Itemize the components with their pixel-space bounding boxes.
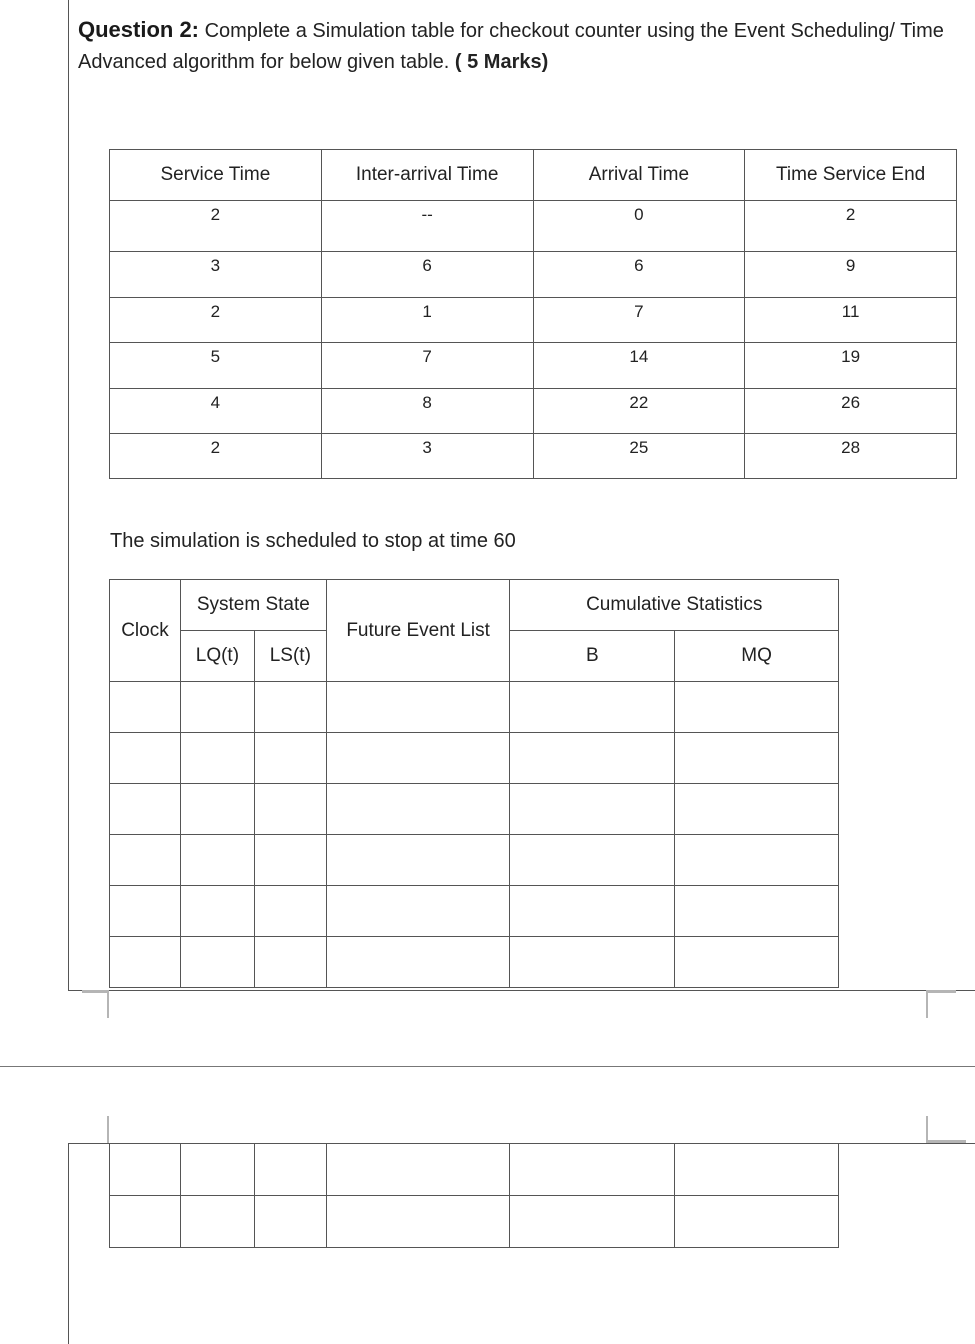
empty-cell[interactable] [110, 784, 181, 835]
header-inter-arrival-time: Inter-arrival Time [321, 150, 533, 201]
empty-cell[interactable] [110, 886, 181, 937]
empty-cell[interactable] [326, 784, 510, 835]
empty-cell[interactable] [326, 1144, 510, 1196]
empty-cell[interactable] [510, 682, 675, 733]
table-cell: 28 [745, 434, 957, 479]
header-clock: Clock [110, 580, 181, 682]
empty-cell[interactable] [180, 835, 254, 886]
table-cell: 5 [110, 343, 322, 389]
question-text [78, 14, 958, 78]
empty-cell[interactable] [510, 937, 675, 988]
table-row [110, 201, 957, 252]
empty-cell[interactable] [110, 937, 181, 988]
table-row [110, 682, 839, 733]
header-mq: MQ [675, 631, 839, 682]
table-cell: 9 [745, 252, 957, 298]
empty-cell[interactable] [254, 733, 326, 784]
table-cell: 2 [110, 298, 322, 343]
empty-cell[interactable] [510, 886, 675, 937]
simulation-table [109, 579, 839, 988]
table-cell: 2 [110, 201, 322, 252]
header-future-event-list: Future Event List [326, 580, 510, 682]
empty-cell[interactable] [675, 1196, 839, 1248]
empty-cell[interactable] [675, 784, 839, 835]
empty-cell[interactable] [254, 682, 326, 733]
crop-mark [926, 990, 956, 993]
table-row [110, 1144, 839, 1196]
empty-cell[interactable] [510, 784, 675, 835]
table-row [110, 389, 957, 434]
table-row [110, 784, 839, 835]
crop-mark [82, 990, 109, 993]
table-cell: 3 [110, 252, 322, 298]
empty-cell[interactable] [326, 835, 510, 886]
simulation-table-continued [109, 1143, 839, 1248]
table-cell: 25 [533, 434, 745, 479]
empty-cell[interactable] [326, 886, 510, 937]
empty-cell[interactable] [675, 733, 839, 784]
empty-cell[interactable] [110, 835, 181, 886]
empty-cell[interactable] [254, 835, 326, 886]
table-row [110, 343, 957, 389]
header-system-state: System State [180, 580, 326, 631]
table-cell: 26 [745, 389, 957, 434]
crop-mark [926, 1140, 966, 1143]
crop-mark [926, 990, 928, 1018]
empty-cell[interactable] [254, 1144, 326, 1196]
empty-cell[interactable] [675, 682, 839, 733]
empty-cell[interactable] [326, 733, 510, 784]
table-cell: 4 [110, 389, 322, 434]
header-b: B [510, 631, 675, 682]
table-row [110, 434, 957, 479]
header-arrival-time: Arrival Time [533, 150, 745, 201]
empty-cell[interactable] [180, 784, 254, 835]
empty-cell[interactable] [180, 937, 254, 988]
table-cell: 0 [533, 201, 745, 252]
table-row [110, 886, 839, 937]
crop-mark [926, 1116, 928, 1143]
table-cell: 6 [321, 252, 533, 298]
empty-cell[interactable] [510, 835, 675, 886]
empty-cell[interactable] [180, 886, 254, 937]
empty-cell[interactable] [675, 937, 839, 988]
page-separator [0, 1066, 975, 1067]
header-ls: LS(t) [254, 631, 326, 682]
question-body: Complete a Simulation table for checkout counter using the Event Scheduling/ Time Advanced algorithm for below given table. [78, 20, 944, 73]
empty-cell[interactable] [675, 886, 839, 937]
empty-cell[interactable] [254, 886, 326, 937]
table-row [110, 298, 957, 343]
empty-cell[interactable] [110, 733, 181, 784]
table-cell: 2 [745, 201, 957, 252]
table-row [110, 733, 839, 784]
empty-cell[interactable] [180, 733, 254, 784]
empty-cell[interactable] [510, 733, 675, 784]
sim-header-row-1 [110, 580, 839, 631]
table-row [110, 1196, 839, 1248]
empty-cell[interactable] [180, 1196, 254, 1248]
table-cell: -- [321, 201, 533, 252]
header-time-service-end: Time Service End [745, 150, 957, 201]
input-table-header-row [110, 150, 957, 201]
empty-cell[interactable] [326, 937, 510, 988]
crop-mark [107, 990, 109, 1018]
table-row [110, 937, 839, 988]
input-data-table [109, 149, 957, 479]
crop-mark [107, 1116, 109, 1143]
empty-cell[interactable] [254, 937, 326, 988]
empty-cell[interactable] [110, 682, 181, 733]
header-lq: LQ(t) [180, 631, 254, 682]
empty-cell[interactable] [180, 682, 254, 733]
table-cell: 2 [110, 434, 322, 479]
table-cell: 6 [533, 252, 745, 298]
table-cell: 1 [321, 298, 533, 343]
header-cumulative-statistics: Cumulative Statistics [510, 580, 839, 631]
empty-cell[interactable] [510, 1196, 675, 1248]
empty-cell[interactable] [110, 1196, 181, 1248]
question-label: Question 2: [78, 17, 200, 42]
header-service-time: Service Time [110, 150, 322, 201]
table-cell: 22 [533, 389, 745, 434]
table-cell: 19 [745, 343, 957, 389]
empty-cell[interactable] [254, 1196, 326, 1248]
empty-cell[interactable] [254, 784, 326, 835]
empty-cell[interactable] [326, 1196, 510, 1248]
question-marks: ( 5 Marks) [454, 51, 549, 73]
empty-cell[interactable] [675, 835, 839, 886]
table-cell: 3 [321, 434, 533, 479]
empty-cell[interactable] [110, 1144, 181, 1196]
empty-cell[interactable] [510, 1144, 675, 1196]
empty-cell[interactable] [326, 682, 510, 733]
empty-cell[interactable] [675, 1144, 839, 1196]
table-cell: 11 [745, 298, 957, 343]
empty-cell[interactable] [180, 1144, 254, 1196]
stop-time-note: The simulation is scheduled to stop at time 60 [110, 530, 516, 552]
table-cell: 14 [533, 343, 745, 389]
table-cell: 7 [533, 298, 745, 343]
table-row [110, 835, 839, 886]
table-row [110, 252, 957, 298]
table-cell: 8 [321, 389, 533, 434]
table-cell: 7 [321, 343, 533, 389]
